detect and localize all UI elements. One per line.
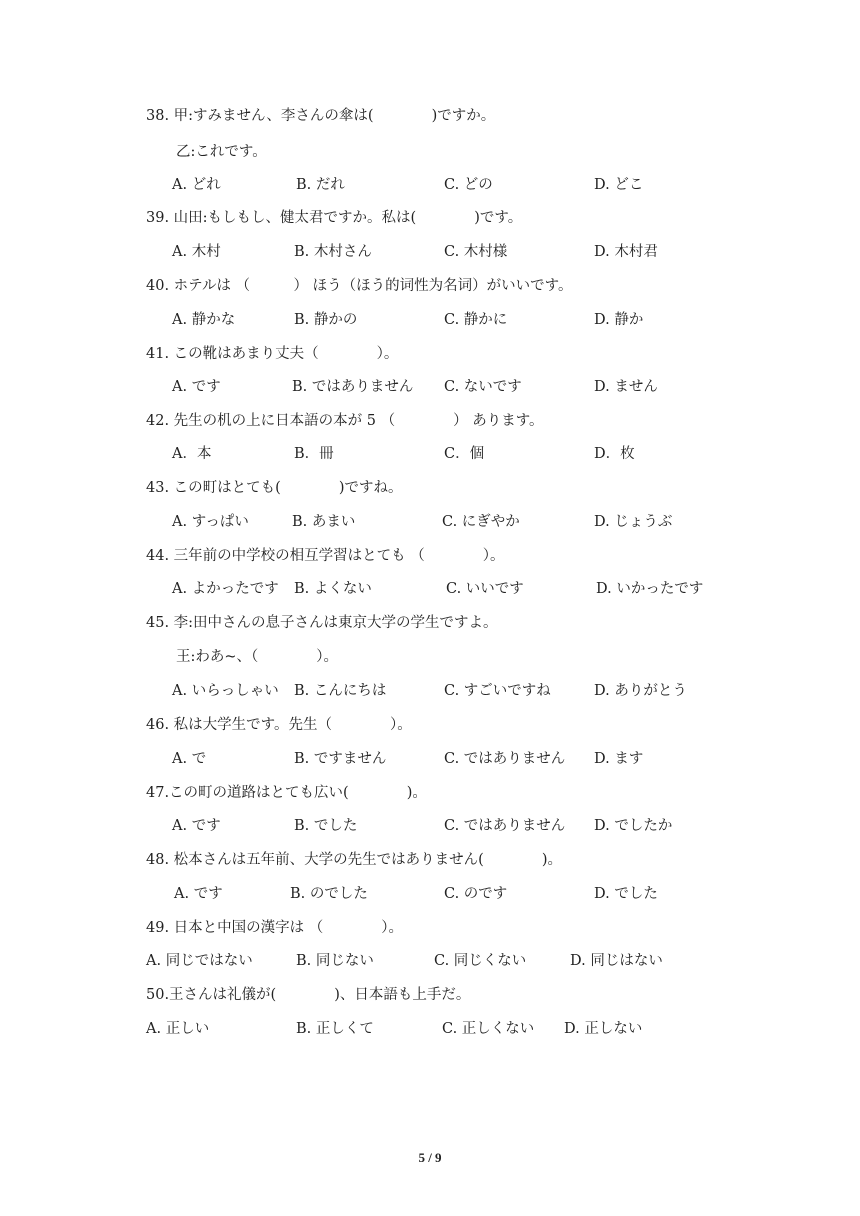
option-a: A. で	[172, 751, 207, 767]
option-c: C. どの	[444, 177, 493, 193]
question-48	[0, 848, 860, 872]
question-47	[0, 781, 860, 805]
option-b: B. ですません	[294, 751, 387, 767]
option-a: A. 木村	[172, 244, 221, 260]
options-46	[0, 747, 860, 771]
options-47	[0, 814, 860, 838]
options-45	[0, 679, 860, 703]
question-stem-2: 王:わあ~、（ ）。	[176, 649, 339, 665]
question-stem: 40. ホテルは （ ） ほう（ほう的词性为名词）がいいです。	[146, 278, 573, 294]
options-50	[0, 1017, 860, 1041]
option-c: C. 静かに	[444, 312, 508, 328]
option-d: D．枚	[594, 446, 635, 462]
options-48	[0, 882, 860, 906]
question-42	[0, 409, 860, 433]
options-43	[0, 510, 860, 534]
option-d: D. いかったです	[596, 581, 704, 597]
option-b: B. でした	[294, 818, 358, 834]
option-b: B. のでした	[290, 886, 368, 902]
option-a: A. いらっしゃい	[172, 683, 279, 699]
question-50	[0, 983, 860, 1007]
option-a: A. すっぱい	[172, 514, 249, 530]
question-46	[0, 713, 860, 737]
option-d: D. じょうぶ	[594, 514, 673, 530]
page-number: 5 / 9	[418, 1150, 442, 1165]
option-d: D. でした	[594, 886, 658, 902]
question-stem: 39. 山田:もしもし、健太君ですか。私は( )です。	[146, 210, 523, 226]
options-42	[0, 442, 860, 466]
option-c: C. ないです	[444, 379, 522, 395]
option-c: C. ではありません	[444, 751, 566, 767]
option-d: D. 静か	[594, 312, 644, 328]
option-a: A. です	[172, 379, 221, 395]
question-stem: 44. 三年前の中学校の相互学習はとても （ ）。	[146, 548, 505, 564]
option-d: D. どこ	[594, 177, 644, 193]
option-a: A. です	[174, 886, 223, 902]
option-c: C. 正しくない	[442, 1021, 535, 1037]
question-stem: 43. この町はとても( )ですね。	[146, 480, 403, 496]
option-c: C. ではありません	[444, 818, 566, 834]
option-b: B. 木村さん	[294, 244, 372, 260]
question-stem: 49. 日本と中国の漢字は （ ）。	[146, 920, 404, 936]
option-b: B. 同じない	[296, 953, 374, 969]
question-41	[0, 342, 860, 366]
question-38-dialogue	[0, 140, 860, 164]
option-c: C. 同じくない	[434, 953, 527, 969]
option-d: D. でしたか	[594, 818, 673, 834]
option-c: C．個	[444, 446, 485, 462]
question-43	[0, 476, 860, 500]
option-d: D. ません	[594, 379, 658, 395]
question-45-dialogue	[0, 645, 860, 669]
option-b: B. あまい	[292, 514, 356, 530]
question-stem: 38. 甲:すみません、李さんの傘は( )ですか。	[146, 108, 496, 124]
options-39	[0, 240, 860, 264]
question-stem-2: 乙:これです。	[176, 144, 267, 160]
option-c: C. 木村様	[444, 244, 508, 260]
question-49	[0, 916, 860, 940]
question-40	[0, 274, 860, 298]
option-b: B. ではありません	[292, 379, 414, 395]
option-a: A. 静かな	[172, 312, 236, 328]
question-45	[0, 611, 860, 635]
options-41	[0, 375, 860, 399]
option-b: B. 静かの	[294, 312, 358, 328]
options-49	[0, 949, 860, 973]
option-a: A. よかったです	[172, 581, 279, 597]
option-a: A. 同じではない	[146, 953, 253, 969]
option-a: A. 正しい	[146, 1021, 210, 1037]
option-d: D. ありがとう	[594, 683, 687, 699]
option-d: D. 同じはない	[570, 953, 663, 969]
options-44	[0, 577, 860, 601]
option-c: C. にぎやか	[442, 514, 520, 530]
option-a: A．本	[172, 446, 212, 462]
question-stem: 45. 李:田中さんの息子さんは東京大学の学生ですよ。	[146, 615, 498, 631]
question-stem: 42. 先生の机の上に日本語の本が 5 （ ） あります。	[146, 413, 544, 429]
option-d: D. 正しない	[564, 1021, 643, 1037]
option-a: A. です	[172, 818, 221, 834]
question-stem: 46. 私は大学生です。先生（ ）。	[146, 717, 412, 733]
options-40	[0, 308, 860, 332]
option-b: B. 正しくて	[296, 1021, 374, 1037]
question-38	[0, 104, 860, 128]
question-44	[0, 544, 860, 568]
option-b: B．冊	[294, 446, 334, 462]
option-a: A. どれ	[172, 177, 221, 193]
option-b: B. だれ	[296, 177, 345, 193]
option-b: B. よくない	[294, 581, 372, 597]
option-c: C. いいです	[446, 581, 524, 597]
question-stem: 41. この靴はあまり丈夫（ ）。	[146, 346, 399, 362]
option-c: C. のです	[444, 886, 508, 902]
option-c: C. すごいですね	[444, 683, 551, 699]
option-d: D. ます	[594, 751, 644, 767]
option-d: D. 木村君	[594, 244, 658, 260]
options-38	[0, 173, 860, 197]
question-stem: 48. 松本さんは五年前、大学の先生ではありません( )。	[146, 852, 562, 868]
option-b: B. こんにちは	[294, 683, 387, 699]
question-stem: 50.王さんは礼儀が( )、日本語も上手だ。	[146, 987, 471, 1003]
question-stem: 47.この町の道路はとても広い( )。	[146, 785, 427, 801]
question-39	[0, 206, 860, 230]
